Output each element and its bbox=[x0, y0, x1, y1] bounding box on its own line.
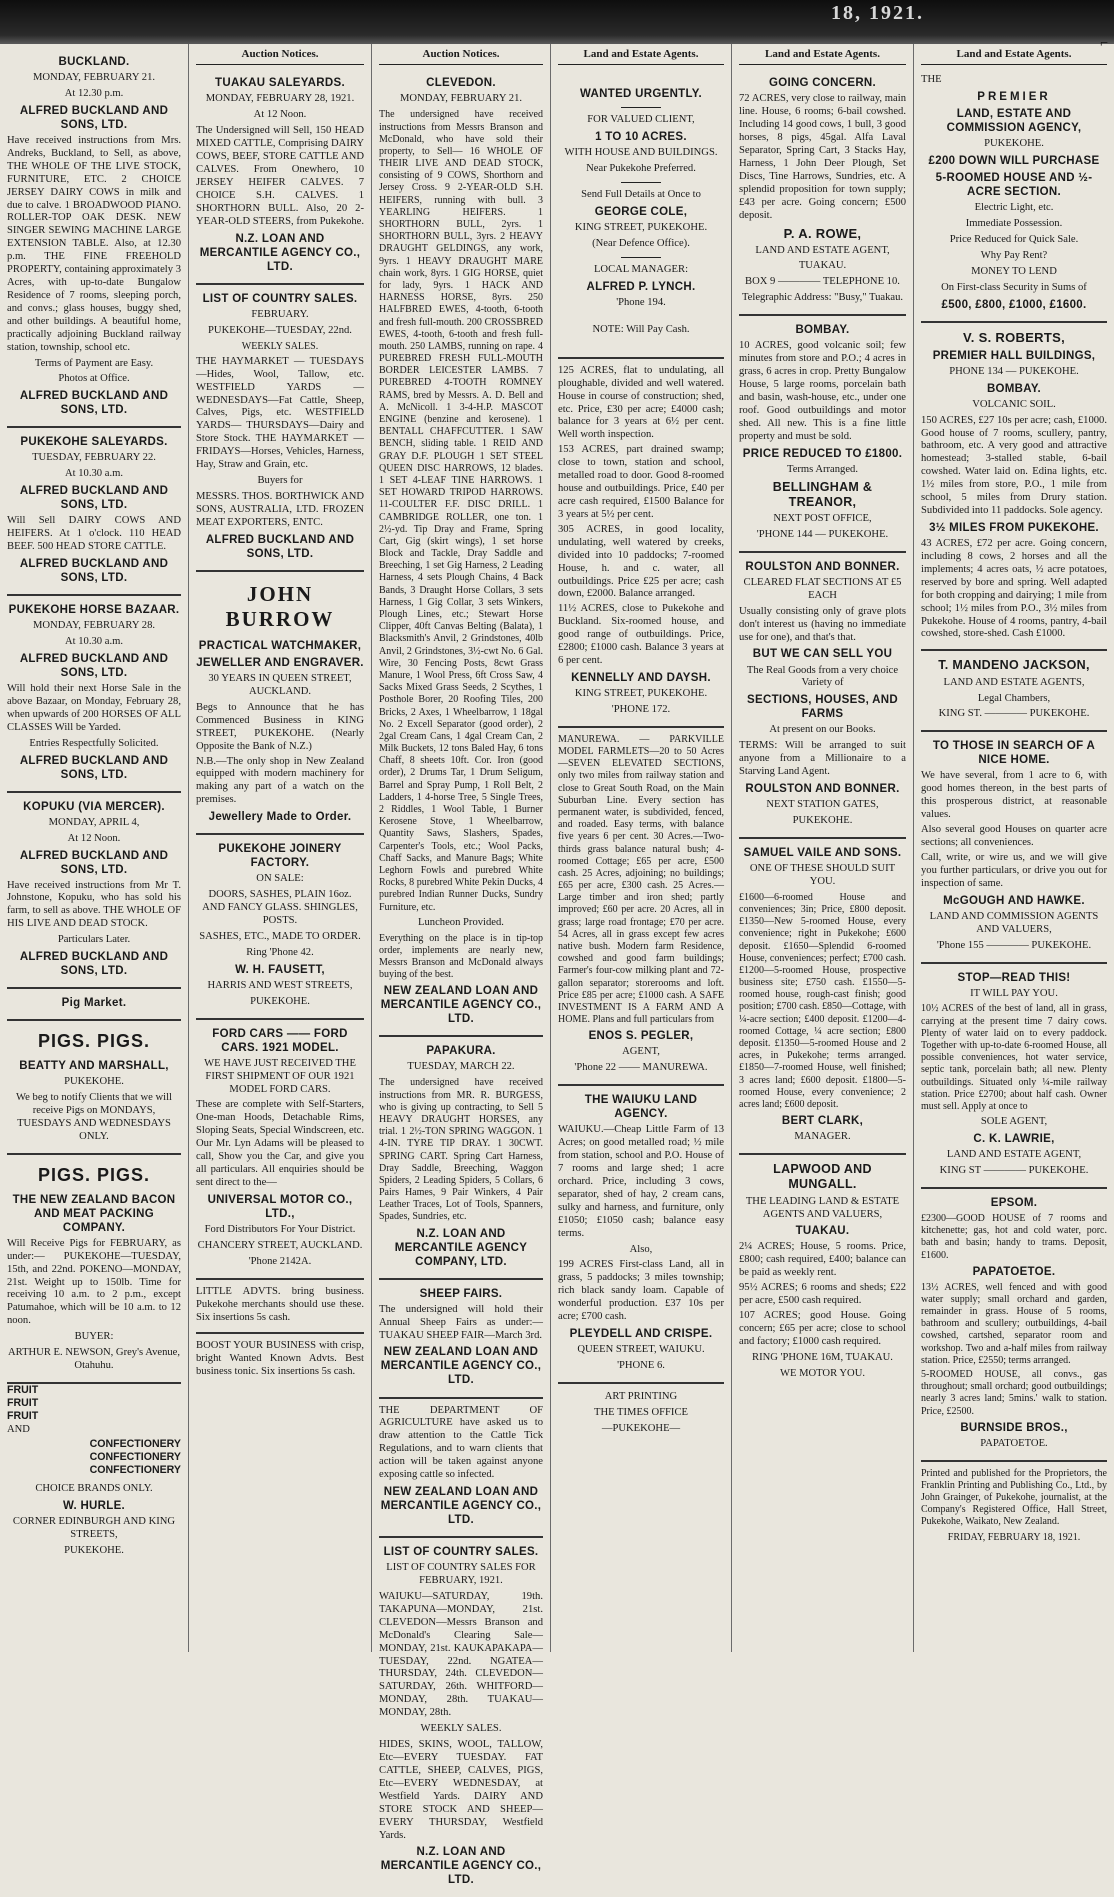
roberts-miles: 3½ MILES FROM PUKEKOHE. bbox=[929, 522, 1099, 534]
ad-sub: LIST OF COUNTRY SALES FOR FEBRUARY, 1921. bbox=[386, 1562, 536, 1587]
nice-body: We have several, from 1 acre to 6, with good homes thereon, in the best parts of this prosperous district, at reasonable values. bbox=[921, 770, 1107, 821]
ad-body: Will Sell DAIRY COWS AND HEIFERS. At 1 o'clock. 110 HEAD BEEF. 500 HEAD STORE CATTLE. bbox=[7, 515, 181, 553]
joinery-town: PUKEKOHE. bbox=[250, 995, 310, 1007]
stop-name: C. K. LAWRIE, bbox=[973, 1133, 1055, 1146]
fruit-town: PUKEKOHE. bbox=[64, 1545, 124, 1557]
roberts-ad bbox=[921, 323, 1107, 652]
ad-time: At 12 Noon. bbox=[253, 109, 307, 121]
epsom-title: EPSOM. bbox=[990, 1196, 1038, 1209]
pigs-ad-bacon bbox=[7, 1155, 181, 1384]
pig-market-heading: Pig Market. bbox=[61, 997, 127, 1010]
going-box: BOX 9 ———— TELEPHONE 10. bbox=[745, 276, 900, 288]
wanted-near: (Near Defence Office). bbox=[592, 238, 690, 250]
ford-addr: CHANCERY STREET, AUCKLAND. bbox=[197, 1239, 363, 1251]
stop-body: 10½ ACRES of the best of land, all in grass, carrying at the present time 7 dairy cows. Plenty of water laid on to every paddock. Together with up-to-date 6-roomed House, all possible conveniences, hot water service, septic tank, porcelain bath; all new. Plenty outbuildings. Situated only ¼-mile railway station. Price £2700; about half cash. Owner must sell. Apply at once to bbox=[921, 1003, 1107, 1112]
tuakau-saleyards-ad bbox=[196, 69, 364, 284]
column-header: Land and Estate Agents. bbox=[921, 48, 1107, 65]
ad-title: BUCKLAND. bbox=[58, 56, 130, 68]
rb-l4: SECTIONS, HOUSES, AND FARMS bbox=[747, 694, 898, 721]
divider bbox=[621, 182, 661, 183]
roberts-name: V. S. ROBERTS, bbox=[963, 329, 1065, 345]
ford-dist: Ford Distributors For Your District. bbox=[204, 1223, 356, 1235]
ad-weekly: WEEKLY SALES. bbox=[420, 1723, 502, 1735]
joinery-addr: HARRIS AND WEST STREETS, bbox=[207, 979, 353, 991]
going-concern-ad bbox=[739, 69, 906, 316]
rb-l2: BUT WE CAN SELL YOU bbox=[752, 648, 893, 661]
lapwood-p2: 95½ ACRES; 6 rooms and sheds; £22 per acre, £500 cash required. bbox=[739, 1282, 906, 1307]
ad-line: MONDAY, FEBRUARY 28. bbox=[32, 620, 156, 632]
ad-title: PAPAKURA. bbox=[426, 1045, 496, 1058]
bombay-phone: 'PHONE 144 — PUKEKOHE. bbox=[756, 528, 889, 540]
jackson-l1: LAND AND ESTATE AGENTS, bbox=[943, 676, 1085, 688]
little-advts-text: LITTLE ADVTS. bring business. Pukekohe merchants should use these. Six insertions 5s cash. bbox=[196, 1285, 364, 1323]
wanted-l3: 1 TO 10 ACRES. bbox=[595, 131, 687, 144]
art-l1: ART PRINTING bbox=[604, 1390, 678, 1402]
lapwood-title: LAPWOOD AND MUNGALL. bbox=[773, 1162, 872, 1192]
ad-footer: ALFRED BUCKLAND AND SONS, LTD. bbox=[205, 533, 355, 560]
column-4 bbox=[551, 44, 732, 1652]
ad-title: PUKEKOHE SALEYARDS. bbox=[20, 436, 168, 449]
john-burrow-ad bbox=[196, 572, 364, 835]
going-l1: LAND AND ESTATE AGENT, bbox=[755, 244, 890, 256]
ad-extra: Entries Respectfully Solicited. bbox=[29, 737, 159, 749]
stop-sole: SOLE AGENT, bbox=[980, 1116, 1048, 1128]
wanted-mgr-name: ALFRED P. LYNCH. bbox=[586, 280, 696, 293]
wanted-l1: WANTED URGENTLY. bbox=[580, 88, 702, 101]
bombay-terms: Terms Arranged. bbox=[786, 463, 859, 475]
rb-title: ROULSTON AND BONNER. bbox=[745, 560, 900, 573]
waiuku-addr: QUEEN STREET, WAIUKU. bbox=[577, 1344, 705, 1356]
ad-footer: NEW ZEALAND LOAN AND MERCANTILE AGENCY CO., LTD. bbox=[380, 1346, 542, 1387]
burrow-nb: N.B.—The only shop in New Zealand equipped with modern machinery for making any part of a watch on the premises. bbox=[196, 755, 364, 806]
burrow-body: Begs to Announce that he has Commenced Business in KING STREET, PUKEKOHE. (Nearly Opposite the Bank of N.Z.) bbox=[196, 701, 364, 752]
column-header: Auction Notices. bbox=[379, 48, 543, 65]
art-l3: —PUKEKOHE— bbox=[601, 1422, 681, 1434]
kd-addr: KING STREET, PUKEKOHE. bbox=[574, 687, 708, 699]
burrow-foot: Jewellery Made to Order. bbox=[208, 811, 352, 824]
burrow-line-2: JEWELLER AND ENGRAVER. bbox=[196, 656, 364, 669]
nice-firm: McGOUGH AND HAWKE. bbox=[943, 894, 1085, 907]
premier-title: PREMIER bbox=[977, 91, 1051, 104]
premier-l2: PUKEKOHE. bbox=[984, 138, 1044, 150]
ad-line: At 12.30 p.m. bbox=[64, 87, 124, 99]
rb-terms: TERMS: Will be arranged to suit anyone from a Millionaire to a Starving Land Agent. bbox=[739, 740, 906, 778]
epsom-town: PAPATOETOE. bbox=[980, 1437, 1048, 1449]
newspaper-page bbox=[0, 44, 1114, 1887]
ad-body: WAIUKU—SATURDAY, 19th. TAKAPUNA—MONDAY, 21st. CLEVEDON—Messrs Branson and McDonald's Clearing Sale—MONDAY, 21st. KAUKAPAKAPA—TUESDAY, 22nd. NGATEA—THURSDAY, 24th. CLEVEDON—SATURDAY, 26th. WHITFORD—MONDAY, 28th. TUAKAU—MONDAY, 28th. bbox=[379, 1590, 543, 1719]
wanted-l2: FOR VALUED CLIENT, bbox=[587, 114, 695, 126]
lapwood-motor: WE MOTOR YOU. bbox=[779, 1367, 866, 1379]
waiuku-title: THE WAIUKU LAND AGENCY. bbox=[584, 1094, 698, 1121]
wanted-l5: Near Pukekohe Preferred. bbox=[586, 163, 696, 175]
epsom-pap: PAPATOETOE. bbox=[972, 1265, 1056, 1278]
rb-l1: CLEARED FLAT SECTIONS AT £5 EACH bbox=[743, 576, 902, 601]
manurewa-ad bbox=[558, 728, 724, 1086]
wanted-l4: WITH HOUSE AND BUILDINGS. bbox=[564, 147, 718, 159]
nice-body-3: Call, write, or wire us, and we will give you further particulars, or drive you out for inspection of same. bbox=[921, 851, 1107, 889]
pegler-name: ENOS S. PEGLER, bbox=[588, 1030, 694, 1043]
joinery-made: SASHES, ETC., MADE TO ORDER. bbox=[199, 930, 361, 942]
column-header: Land and Estate Agents. bbox=[558, 48, 724, 65]
pegler-agent: AGENT, bbox=[622, 1046, 660, 1058]
joinery-ring: Ring 'Phone 42. bbox=[246, 946, 314, 958]
nice-phone: 'Phone 155 ———— PUKEKOHE. bbox=[936, 939, 1092, 951]
jackson-l2: Legal Chambers, bbox=[977, 692, 1051, 704]
ad-lunch: Luncheon Provided. bbox=[418, 916, 504, 928]
ad-weekly: WEEKLY SALES. bbox=[241, 340, 319, 352]
bombay-firm: BELLINGHAM & TREANOR, bbox=[772, 479, 873, 509]
going-title: GOING CONCERN. bbox=[768, 77, 877, 90]
column-5 bbox=[732, 44, 914, 1652]
joinery-title: PUKEKOHE JOINERY FACTORY. bbox=[218, 843, 342, 870]
boost-advts bbox=[196, 1334, 364, 1387]
roulston-bonner-ad bbox=[739, 553, 906, 839]
ad-title: TUAKAU SALEYARDS. bbox=[215, 77, 345, 90]
property-2: 153 ACRES, part drained swamp; close to town, station and school, metalled road to door. Good 8-roomed house and outbuildings. Price, £40 per acre cash required, £1500 Balance for 3 years at 5½ per cent. bbox=[558, 444, 724, 520]
jackson-name: T. MANDENO JACKSON, bbox=[938, 658, 1090, 673]
masthead-date: 18, 1921. bbox=[831, 2, 924, 24]
waiuku-phone: 'PHONE 6. bbox=[617, 1359, 665, 1371]
epsom-ad bbox=[921, 1189, 1107, 1462]
boost-text: BOOST YOUR BUSINESS with crisp, bright Wanted Known Advts. Best business tonic. Six insertions 5s cash. bbox=[196, 1340, 364, 1378]
nice-body-2: Also several good Houses on quarter acre sections; all conveniences. bbox=[921, 824, 1107, 849]
premier-money: MONEY TO LEND bbox=[971, 266, 1057, 278]
column-header: Land and Estate Agents. bbox=[739, 48, 906, 65]
bombay-body: 10 ACRES, good volcanic soil; few minutes from store and P.O.; 4 acres in grass, 6 acres in crop. Pretty Bungalow House, 5 large rooms, porcelain bath and basin, wash-house, etc., under one roof. Good outbuildings and motor shed. All new. This is a fine little property and must be sold. bbox=[739, 340, 906, 442]
fruit-line: FRUIT bbox=[7, 1409, 39, 1422]
joinery-items: DOORS, SASHES, PLAIN 16oz. AND FANCY GLASS. SHINGLES, POSTS. bbox=[202, 889, 358, 927]
column-header: Auction Notices. bbox=[196, 48, 364, 65]
lapwood-p1: 2¼ ACRES; House, 5 rooms. Price, £800; cash required, £400; balance can be paid as weekly rent. bbox=[739, 1241, 906, 1279]
pigs-body: We beg to notify Clients that we will receive Pigs on MONDAYS, TUESDAYS AND WEDNESDAYS ONLY. bbox=[16, 1092, 172, 1142]
ad-date: MONDAY, FEBRUARY 21. bbox=[399, 93, 523, 105]
rb-body: Usually consisting only of grave plots don't interest us (having no immediate use for one), and that's that. bbox=[739, 605, 906, 643]
masthead-strip bbox=[0, 0, 1114, 44]
buckland-auction-ad bbox=[7, 596, 181, 793]
lapwood-ad bbox=[739, 1155, 906, 1390]
roberts-phone: PHONE 134 — PUKEKOHE. bbox=[949, 365, 1079, 377]
ad-footer: ALFRED BUCKLAND AND SONS, LTD. bbox=[19, 951, 169, 978]
pigs-firm: THE NEW ZEALAND BACON AND MEAT PACKING COMPANY. bbox=[12, 1193, 176, 1234]
ad-body: Have received instructions from Mrs. Andreks, Buckland, to Sell, as above, THE WHOLE OF THE LIVE STOCK, FURNITURE, ETC. 2 CHOICE JERSEY DAIRY COWS in milk and due to calve. 1 BROADWOOD PIANO. ROLLER-TOP OAK DESK. NEW SINGER SEWING MACHINE LARGE EXTENSION TABLE. Also, at 12.30 p.m. THE FINE FREEHOLD PROPERTY, containing approximately 3 Acres, with up-to-date Bungalow Residence of 7 rooms, sleeping porch, and convs.; glass houses, buggy shed, and other buildings. A beautiful home, practically adjoining Buckland railway station, township, school etc. bbox=[7, 134, 181, 353]
pig-market-ad bbox=[7, 989, 181, 1021]
ad-title: PUKEKOHE HORSE BAZAAR. bbox=[8, 604, 180, 617]
pegler-phone: 'Phone 22 —— MANUREWA. bbox=[574, 1062, 708, 1074]
epsom-body-2: 13½ ACRES, well fenced and with good water supply; small orchard and garden, remainder in grass. House of 5 rooms, bathroom and scullery; outbuildings, 4-bail cowshed, cartshed, separator room and workshop. Two and a-half miles from railway station. Price, £2550; terms arranged. bbox=[921, 1281, 1107, 1366]
ad-body: The Undersigned will Sell, 150 HEAD MIXED CATTLE, Comprising DAIRY COWS, BEEF, STORE CATTLE AND CALVES. From Onewhero, 10 JERSEY HEIFER CALVES. 7 CHOICE S.H. CALVES. 1 SHORTHORN BULL. Also, 20 2-YEAR-OLD STEERS, from Pukekohe. bbox=[196, 125, 365, 227]
ad-firm: ALFRED BUCKLAND AND SONS, LTD. bbox=[19, 485, 169, 512]
buckland-auction-ad bbox=[7, 48, 181, 428]
column-2 bbox=[189, 44, 372, 1652]
stop-read-ad bbox=[921, 964, 1107, 1189]
ad-title: CLEVEDON. bbox=[426, 77, 496, 90]
burrow-line-1: PRACTICAL WATCHMAKER, bbox=[198, 639, 362, 652]
bombay-ad bbox=[739, 316, 906, 553]
premier-poss: Immediate Possession. bbox=[965, 218, 1063, 230]
pigs-buyer: BUYER: bbox=[74, 1331, 114, 1343]
ad-title: LIST OF COUNTRY SALES. bbox=[202, 292, 358, 305]
ford-title: FORD CARS —— FORD CARS. 1921 MODEL. bbox=[212, 1027, 348, 1054]
kd-phone: 'PHONE 172. bbox=[611, 703, 671, 715]
ford-body-2: These are complete with Self-Starters, One-man Hoods, Detachable Rims, Sloping Seats, Special Windscreen, etc. Our Mr. Lyn Adams will be pleased to call, Show you the Car, and give you all particulars. All enquiries should be sent direct to the— bbox=[196, 1099, 364, 1188]
art-printing-ad bbox=[558, 1384, 724, 1445]
bombay-price: PRICE REDUCED TO £1800. bbox=[742, 447, 903, 460]
nice-l1: LAND AND COMMISSION AGENTS AND VALUERS, bbox=[929, 910, 1099, 935]
column-1 bbox=[0, 44, 189, 1652]
vaile-body: £1600—6-roomed House and conveniences; 3in; Price, £800 deposit. £1350—New 5-roomed House, every convenience; right in Pukekohe; £600 deposit. £1650—Splendid 6-roomed House, conveniences; perfect; £700 cash. £1200—5-roomed House, prospective business site; £750 cash. £1550—5-roomed house, rough-cast finish; good position; £700 cash. £850—Cottage, with ¼-acre section; £400 deposit. £1200—4-roomed Cottage, ¼ acre section; £800 deposit. £1350—5-roomed House and 2 acres, in Pukekohe; terms arranged. £1850—7-roomed House, well finished; 3 acres land; £600 deposit. £1800—5-roomed House, every convenience; 2 acres land; £600 deposit. bbox=[739, 891, 906, 1110]
nice-home-ad bbox=[921, 732, 1107, 963]
lapwood-l1: THE LEADING LAND & ESTATE AGENTS AND VALUERS, bbox=[745, 1195, 900, 1220]
wanted-mgr: LOCAL MANAGER: bbox=[593, 263, 689, 275]
ad-body: The undersigned have received instructions from Messrs Branson and McDonald, who have sold their property, to Sell— 16 WHOLE OF THEIR LIVE AND DEAD STOCK, consisting of 9 COWS, Shorthorn and Jersey Cross. 9 2-YEAR-OLD S.H. HEIFERS, running with bull. 3 YEARLING HEIFERS. 1 SHORTHORN BULL, 2yrs. 1 SHORTHORN BULL, 3yrs. 2 HEAVY DRAUGHT GELDINGS, any work, 9yrs. 1 HEAVY DRAUGHT MARE chain work, 8yrs. 1 GIG HORSE, quiet for lady, 9yrs. 1 HACK AND HARNESS HORSE, 8yrs. 250 HALFBRED EWES, 4-tooth, 6-tooth and fresh full-mouth. 200 CROSSBRED EWES, 4-tooth, 6-tooth and fresh full-mouth. 250 LAMBS, running on rape. 4 PUREBRED FRESH FULL-MOUTH BORDER LEICESTER LAMBS. 7 PUREBRED 4-TOOTH ROMNEY RAMS, bred by Messrs. A. D. Bell and A. McNicoll. 1 3-4-H.P. MASCOT ENGINE (benzine and kerosene). 1 BENTALL CHAFFCUTTER. 1 SAW BENCH, sliding table. 1 REID AND GRAY D.F. PLOUGH 1 SET STEEL QUEEN DISC HARROWS, 12 blades. 1 SET 4-LEAF TINE HARROWS. 1 SET HOWARD TRIPOD HARROWS. 11-COULTER F.F. DISC DRILL. 1 CAMBRIDGE ROLLER, one ton. 1 2½-yd. Tip Dray and Frame, Spring Cart, Gig (skirt wings), 1 set horse Block and Tackle, Dray Saddle and Breeching, 1 set Gig Harness, 2 Leading Harness, 4 sets Plough Chains, 4 Back Bands, 3 Draught Horse Collars, 3 sets Harness, 1 Gig Collar, 3 sets Winkers, Plough Lines, etc.; Stewart Horse Clipper, 40ft Canvas Belting (Balata), 1 Blacksmith's Anvil, 2 Grindstones, 40lb Anvil, 2 Grindstones, 3½-cwt No. 6 Gal. Wire, 30 Fencing Posts, 8cwt Grass Manure, 1 Wool Press, 6ft Cross Saw, 4 Sacks Mixed Grass Seeds, 2 Scythes, 1 Posthole Borer, 20 Roofing Tiles, 200 Bricks, 2 Axes, 1 Wheelbarrow, 1 18gal No. 2 Excell Separator (good order), 2 2gal Cream Cans, 1 4gal Cream Can, 2 Milk Buckets, 12 tons Baled Hay, 6 tons Chaff, 8 sheets 10ft. Cor. Iron (good order), 2 Drums Tar, 1 Drum Seligum, Barrel and Spray Pump, 1 Roll Belt, 2 Ladders, 1 4-horse Tree, 5 Single Trees, 2 Riddles, 1 Wool Table, 1 Burner Kerosene Stove, 1 Wheelbarrow, Quantity Saws, Slashers, Spades, Carpenter's Tools, etc.; Wool Packs, Chaff Sacks, and Manure Bags; White Leghorn Fowls and purebred White Rocks, 8 purebred White Pekin Ducks, 4 purebred Indian Runner Ducks, Sundry Furniture, etc. bbox=[379, 109, 543, 913]
fruit-line: FRUIT bbox=[7, 1384, 39, 1396]
ad-firm: ALFRED BUCKLAND AND SONS, LTD. bbox=[19, 104, 169, 131]
jackson-l3: KING ST. ———— PUKEKOHE. bbox=[938, 708, 1090, 720]
fruit-choice: CHOICE BRANDS ONLY. bbox=[35, 1483, 153, 1495]
lapwood-ring: RING 'PHONE 16M, TUAKAU. bbox=[752, 1351, 893, 1363]
jackson-ad bbox=[921, 651, 1107, 732]
ad-date: MONDAY, FEBRUARY 28, 1921. bbox=[205, 93, 355, 105]
pigs-heading: PIGS. PIGS. bbox=[37, 1164, 151, 1185]
ad-body: THE DEPARTMENT OF AGRICULTURE have asked us to draw attention to the Cattle Tick Regulations, and to warn clients that action will be taken against anyone exposing cattle so infected. bbox=[379, 1404, 543, 1481]
fruit-line: CONFECTIONERY bbox=[89, 1450, 181, 1463]
ad-buyers: Buyers for bbox=[257, 475, 303, 487]
wanted-name: GEORGE COLE, bbox=[594, 206, 688, 219]
rb-addr: NEXT STATION GATES, bbox=[766, 799, 879, 811]
joinery-sale: ON SALE: bbox=[256, 873, 304, 885]
ad-extra: Particulars Later. bbox=[57, 934, 131, 946]
going-tele: Telegraphic Address: "Busy," Tuakau. bbox=[741, 292, 904, 304]
property-4: 11½ ACRES, close to Pukekohe and Buckland. Six-roomed house, and good range of outbuildings. Price, £2800; £1000 cash. Balance 3 years at 6 per cent. bbox=[558, 603, 724, 667]
ad-body-2: Everything on the place is in tip-top order, implements are nearly new, Messrs Branson and McDonald always buying of the best. bbox=[379, 932, 543, 981]
manurewa-body: MANUREWA. — PARKVILLE MODEL FARMLETS—20 to 50 Acres —SEVEN ELEVATED SECTIONS, only two miles from railway station and close to Great South Road, on the Main Suburban Line. Every section has permanent water, is subdivided, fenced, and roaded. Easy terms, with balance five years 6 per cent. 30 Acres.—Two-thirds grass balance natural bush; 4-roomed Cottage; £65 per acre, £500 cash. 25 Acres, adjoining; no buildings; £65 per acre, £300 cash. 25 Acres.—Large timber and iron shed; partly improved; £60 per acre. 20 Acres, all in grass; large road frontage; £70 per acre. 54 Acres, all in grass except few acres native bush. Modern farm Residence, cowshed and good farm buildings; Farmer's four-cow milking plant and 72-gallon separator; storerooms and loft. Price £85 per acre; £1000 cash. A SAFE INVESTMENT IS A FARM AND A HOME. Plans and full particulars from bbox=[558, 733, 724, 1026]
ford-body: WE HAVE JUST RECEIVED THE FIRST SHIPMENT OF OUR 1921 MODEL FORD CARS. bbox=[204, 1057, 356, 1095]
ad-footer: NEW ZEALAND LOAN AND MERCANTILE AGENCY CO., LTD. bbox=[380, 1486, 542, 1527]
ad-footer: N.Z. LOAN AND MERCANTILE AGENCY COMPANY, LTD. bbox=[394, 1227, 528, 1268]
lapwood-l2: TUAKAU. bbox=[795, 1225, 850, 1238]
pigs-body: Will Receive Pigs for FEBRUARY, as under:— PUKEKOHE—TUESDAY, 15th, and 22nd. POKENO—MONDAY, 21st. Weight up to 150lb. Time for receiving 10 a.m. to 2 p.m., except Patumahoe, which will be 10 a.m. to 12 noon. bbox=[7, 1237, 181, 1327]
sheep-fairs-ad bbox=[379, 1280, 543, 1399]
ad-line: PUKEKOHE—TUESDAY, 22nd. bbox=[208, 324, 352, 336]
department-notice bbox=[379, 1399, 543, 1539]
rb-l5: At present on our Books. bbox=[769, 724, 876, 736]
pigs-heading: PIGS. PIGS. bbox=[37, 1031, 151, 1052]
waiuku-also: Also, bbox=[629, 1243, 653, 1255]
vaile-name: BERT CLARK, bbox=[781, 1115, 864, 1128]
property-3: 305 ACRES, in good locality, undulating, well watered by creeks, divided into 10 paddocks; 7-roomed House, h. and c. water, all outbuildings. Price £25 per acre; cash down, £2000. Balance arranged. bbox=[558, 523, 724, 600]
ad-footer: N.Z. LOAN AND MERCANTILE AGENCY CO., LTD. bbox=[199, 232, 361, 273]
fruit-line: FRUIT bbox=[7, 1396, 39, 1409]
premier-first: On First-class Security in Sums of bbox=[941, 281, 1087, 293]
bombay-title: BOMBAY. bbox=[795, 324, 850, 337]
stop-title: STOP—READ THIS! bbox=[957, 971, 1071, 984]
ad-firm: ALFRED BUCKLAND AND SONS, LTD. bbox=[19, 652, 169, 679]
vaile-sub: ONE OF THESE SHOULD SUIT YOU. bbox=[749, 862, 896, 887]
fruit-name: W. HURLE. bbox=[62, 1500, 126, 1513]
ad-line: MONDAY, APRIL 4, bbox=[48, 816, 140, 828]
divider bbox=[621, 257, 661, 258]
pigs-ad-beatty bbox=[7, 1021, 181, 1155]
imprint-text: Printed and published for the Proprietors, the Franklin Printing and Publishing Co., Ltd., by John Grainger, of Pukekohe, journalist, at the Company's Registered Office, Hall Street, Pukekohe, Waikato, New Zealand. bbox=[921, 1467, 1107, 1528]
roberts-bombay: BOMBAY. bbox=[986, 382, 1042, 395]
premier-house: 5-ROOMED HOUSE AND ½-ACRE SECTION. bbox=[935, 172, 1093, 199]
rb-l3: The Real Goods from a very choice Variety of bbox=[746, 664, 899, 689]
ad-footer: ALFRED BUCKLAND AND SONS, LTD. bbox=[19, 754, 169, 781]
ad-buyers-body: MESSRS. THOS. BORTHWICK AND SONS, AUSTRALIA, LTD. FROZEN MEAT EXPORTERS, ENTC. bbox=[196, 490, 364, 528]
clevedon-ad bbox=[379, 69, 543, 1037]
ad-line: At 10.30 a.m. bbox=[65, 636, 123, 648]
lapwood-p3: 107 ACRES; good House. Going concern; £65 per acre; close to school and factory; £1000 cash required. bbox=[739, 1310, 906, 1347]
column-6 bbox=[914, 44, 1114, 1652]
wanted-note: NOTE: Will Pay Cash. bbox=[592, 323, 690, 335]
premier-price: Price Reduced for Quick Sale. bbox=[949, 234, 1079, 246]
joinery-ad bbox=[196, 835, 364, 1019]
bombay-addr: NEXT POST OFFICE, bbox=[773, 513, 872, 525]
ad-footer: ALFRED BUCKLAND AND SONS, LTD. bbox=[19, 558, 169, 585]
ford-cars-ad bbox=[196, 1020, 364, 1280]
vaile-mgr: MANAGER. bbox=[794, 1131, 851, 1143]
ad-month: FEBRUARY. bbox=[251, 308, 309, 320]
premier-l1: LAND, ESTATE AND COMMISSION AGENCY, bbox=[946, 108, 1082, 135]
roberts-body: 150 ACRES, £27 10s per acre; cash, £1000. Good house of 7 rooms, scullery, pantry, bathroom, etc. A very good and attractive homestead; 3-stalled stable, 6-bail cowshed. Water laid on. Edina lights, etc. 1½ miles from store, P.O., 1 mile from school, 5 miles from Drury station. Subdivided into 11 paddocks. Sole agency. bbox=[921, 414, 1107, 517]
premier-elec: Electric Light, etc. bbox=[974, 202, 1054, 214]
ad-line: MONDAY, FEBRUARY 21. bbox=[32, 72, 156, 84]
stop-sub: IT WILL PAY YOU. bbox=[970, 987, 1058, 999]
fruit-ad bbox=[7, 1476, 181, 1567]
ad-body: THE HAYMARKET — TUESDAYS—Hides, Wool, Tallow, etc. WESTFIELD YARDS — WEDNESDAYS—Fat Cattle, Sheep, Calves, Pigs, etc. WESTFIELD YARDS— THURSDAYS—Dairy and Store Stock. THE HAYMARKET — FRIDAYS—Horses, Vehicles, Harness, Hay, Straw and Grain, etc. bbox=[196, 355, 364, 471]
ford-phone: 'Phone 2142A. bbox=[248, 1255, 312, 1267]
wanted-addr: KING STREET, PUKEKOHE. bbox=[574, 222, 708, 234]
ad-body-2: HIDES, SKINS, WOOL, TALLOW, Etc—EVERY TUESDAY. FAT CATTLE, SHEEP, CALVES, PIGS, Etc—EVERY WEDNESDAY, at Westfield Yards. DAIRY AND STORE STOCK AND SHEEP—EVERY THURSDAY, Westfield Yards. bbox=[379, 1739, 543, 1841]
fruit-line: CONFECTIONERY bbox=[89, 1463, 181, 1476]
buckland-auction-ad bbox=[7, 428, 181, 596]
stop-l2: KING ST ———— PUKEKOHE. bbox=[939, 1165, 1089, 1176]
waiuku-ad bbox=[558, 1086, 724, 1384]
ad-footer: N.Z. LOAN AND MERCANTILE AGENCY CO., LTD. bbox=[380, 1846, 542, 1887]
ad-extra: Terms of Payment are Easy. bbox=[34, 357, 154, 369]
roberts-soil: VOLCANIC SOIL. bbox=[972, 398, 1056, 410]
vaile-title: SAMUEL VAILE AND SONS. bbox=[743, 846, 902, 859]
nice-title: TO THOSE IN SEARCH OF A NICE HOME. bbox=[932, 740, 1096, 767]
waiuku-firm: PLEYDELL AND CRISPE. bbox=[569, 1328, 713, 1341]
imprint bbox=[921, 1462, 1107, 1553]
ad-body: Have received instructions from Mr T. Johnstone, Kopuku, who has sold his farm, to sell as above. THE WHOLE OF HIS LIVE AND DEAD STOCK. bbox=[7, 879, 181, 930]
wanted-phone: 'Phone 194. bbox=[616, 296, 666, 308]
pigs-buyer-name: ARTHUR E. NEWSON, Grey's Avenue, Otahuhu. bbox=[7, 1347, 181, 1372]
premier-sums: £500, £800, £1000, £1600. bbox=[941, 298, 1087, 311]
going-name: P. A. ROWE, bbox=[783, 225, 862, 241]
epsom-body-3: 5-ROOMED HOUSE, all convs., gas throughout; small orchard; good outbuildings; nearly 3 acres land; 5mins.' walk to station. Price, £2500. bbox=[921, 1369, 1107, 1417]
joinery-name: W. H. FAUSETT, bbox=[235, 963, 325, 976]
wanted-l6: Send Full Details at Once to bbox=[581, 189, 701, 201]
premier-down: £200 DOWN WILL PURCHASE bbox=[928, 155, 1100, 168]
rb-firm: ROULSTON AND BONNER. bbox=[745, 783, 900, 796]
country-sales-list bbox=[379, 1538, 543, 1896]
art-l2: THE TIMES OFFICE bbox=[594, 1406, 688, 1418]
premier-ad bbox=[921, 69, 1107, 322]
ad-footer: ALFRED BUCKLAND AND SONS, LTD. bbox=[19, 390, 169, 417]
premier-rent: Why Pay Rent? bbox=[980, 250, 1048, 262]
stop-l1: LAND AND ESTATE AGENT, bbox=[946, 1149, 1082, 1161]
fruit-line: CONFECTIONERY bbox=[89, 1437, 181, 1450]
fruit-addr: CORNER EDINBURGH AND KING STREETS, bbox=[12, 1516, 176, 1541]
divider bbox=[621, 107, 661, 108]
ad-line: At 10.30 a.m. bbox=[65, 468, 123, 480]
ford-firm: UNIVERSAL MOTOR CO., LTD., bbox=[207, 1193, 353, 1220]
ad-footer: NEW ZEALAND LOAN AND MERCANTILE AGENCY CO., LTD. bbox=[380, 985, 542, 1026]
epsom-firm: BURNSIDE BROS., bbox=[960, 1421, 1068, 1434]
ad-body: The undersigned have received instructions from MR. R. BURGESS, who is giving up contracting, to Sell 5 HEAVY DRAUGHT HORSES, any trial. 1 2½-TON SPRING WAGGON. 1 4-IN. TYRE TIP DRAY. 1 30CWT. SPRING CART. Spring Cart Harness, Dray Saddle, Breeching, Waggon Spiders, 2 Leading Spiders, 5 Collars, 6 Pairs Hames, 9 Pair Winkers, 4 Pair Leather Traces, Lot of Tools, Spanners, Spades, Sundries, etc. bbox=[379, 1077, 543, 1223]
waiuku-body: WAIUKU.—Cheap Little Farm of 13 Acres; on good metalled road; ½ mile from station, school and P.O. House of 7 rooms and large shed; 1 acre orchard. Price, including 3 cows, separator, shed of hay, 2 cream cans, sulky and harness, and furniture, only £1050; £1050 cash; balance easy terms. bbox=[558, 1124, 724, 1239]
ad-extra: Photos at Office. bbox=[58, 373, 130, 385]
little-advts bbox=[196, 1280, 364, 1335]
country-sales-ad bbox=[196, 285, 364, 572]
epsom-body: £2300—GOOD HOUSE of 7 rooms and kitchenette; gas, hot and cold water, porc. bath and basin; handy to trams. Deposit, £1600. bbox=[921, 1212, 1107, 1261]
burrow-name: JOHN BURROW bbox=[225, 581, 335, 632]
vaile-ad bbox=[739, 839, 906, 1155]
burrow-line-3: 30 YEARS IN QUEEN STREET, AUCKLAND. bbox=[208, 673, 352, 697]
ad-body: Will hold their next Horse Sale in the above Bazaar, on Monday, February 28, when upwards of 200 HORSES OF ALL CLASSES Will be Yarded. bbox=[7, 683, 181, 733]
ad-body: The undersigned will hold their Annual Sheep Fairs as under:— TUAKAU SHEEP FAIR—March 3rd. bbox=[379, 1303, 543, 1341]
going-l2: TUAKAU. bbox=[798, 260, 847, 272]
papakura-ad bbox=[379, 1037, 543, 1279]
kd-name: KENNELLY AND DAYSH. bbox=[571, 671, 711, 684]
pigs-place: PUKEKOHE. bbox=[64, 1076, 124, 1088]
wanted-ad bbox=[558, 69, 724, 358]
rb-town: PUKEKOHE. bbox=[792, 815, 853, 826]
property-1: 125 ACRES, flat to undulating, all ploughable, divided and well watered. House in course of construction; shed, etc. Price, £30 per acre; £4000 cash; balance for 3 years at 6½ per cent. Well worth inspection. bbox=[558, 364, 724, 441]
ad-date: TUESDAY, MARCH 22. bbox=[407, 1061, 515, 1073]
ad-line: At 12 Noon. bbox=[67, 832, 121, 844]
ad-title: LIST OF COUNTRY SALES. bbox=[383, 1546, 539, 1559]
buckland-auction-ad bbox=[7, 793, 181, 990]
bracket-mark-icon: ⌐ bbox=[1100, 36, 1108, 51]
premier-the: THE bbox=[921, 74, 942, 86]
roberts-hall: PREMIER HALL BUILDINGS, bbox=[932, 349, 1096, 362]
ad-line: TUESDAY, FEBRUARY 22. bbox=[32, 452, 156, 464]
fruit-line: AND bbox=[7, 1423, 30, 1435]
kennelly-daysh-ad bbox=[558, 359, 724, 728]
ad-title: SHEEP FAIRS. bbox=[419, 1287, 503, 1300]
column-3 bbox=[372, 44, 551, 1887]
waiuku-body-2: 199 ACRES First-class Land, all in grass, 5 paddocks; 3 miles township; rich black sandy loam. Capable of wonderful production. £37 10s per acre; £700 cash. bbox=[558, 1259, 724, 1323]
imprint-date: FRIDAY, FEBRUARY 18, 1921. bbox=[947, 1531, 1081, 1543]
pigs-firm: BEATTY AND MARSHALL, bbox=[19, 1060, 169, 1073]
going-body: 72 ACRES, very close to railway, main line. House, 6 rooms; 6-bail cowshed. Including 14 good cows, 1 bull, 3 good horses, 8 pigs, 45gal. Alfa Laval Separator, Spring Cart, 3 Stacks Hay, Harness, 1 John Deer Plough, Set Discs, Tine Harrows, Sundries, etc. A splendid proposition for town supply; £43 per acre. Going concern; £500 deposit. bbox=[739, 93, 906, 221]
roberts-body-2: 43 ACRES, £72 per acre. Going concern, including 8 cows, 2 horses and all the implements; 4 acres oats, ½ acre potatoes, reserved by bore and spring. Well adapted for both cropping and dairying; 1 mile from school; 1½ miles from P.O., 3½ miles from Pukekohe. House of 4 rooms, pantry, 4-bail cowshed, store-shed. Cash £1000. bbox=[921, 538, 1107, 640]
ad-title: KOPUKU (VIA MERCER). bbox=[23, 800, 165, 813]
ad-firm: ALFRED BUCKLAND AND SONS, LTD. bbox=[19, 849, 169, 876]
